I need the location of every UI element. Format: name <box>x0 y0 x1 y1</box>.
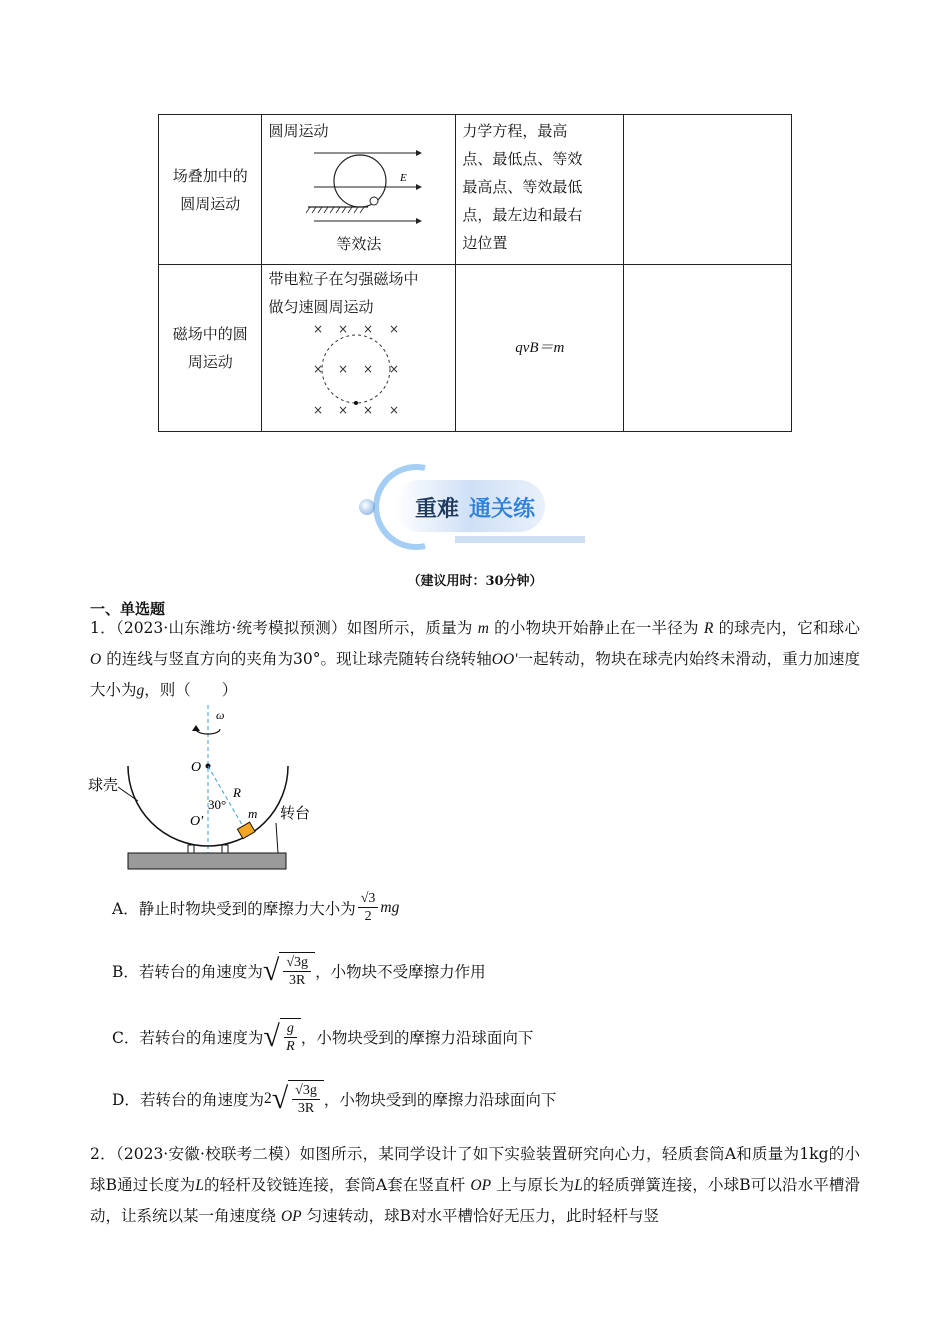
svg-text:×: × <box>338 403 349 417</box>
svg-text:×: × <box>389 403 400 417</box>
fraction-numerator: √3g <box>283 954 311 972</box>
option-text: mg <box>380 898 400 916</box>
radius-label: R <box>233 785 241 800</box>
empty-cell <box>624 265 792 432</box>
var-m: m <box>477 620 489 637</box>
question-source: （2023·山东潍坊·统考模拟预测） <box>115 619 347 637</box>
svg-text:×: × <box>313 362 324 376</box>
field-label-e: E <box>400 172 408 184</box>
option-text: 若转台的角速度为 <box>139 1028 264 1047</box>
svg-text:×: × <box>338 362 349 376</box>
stem-text: 如图所示，质量为 <box>346 619 473 637</box>
row-name-line: 场叠加中的 <box>172 166 248 185</box>
svg-text:×: × <box>338 322 349 336</box>
coefficient: 2 <box>263 1089 272 1107</box>
option-letter: D． <box>112 1090 140 1109</box>
svg-text:×: × <box>389 322 400 336</box>
stem-text: 一起转动，物块在球壳内始终未滑动，重力加速度大小为 <box>90 650 860 699</box>
fraction <box>284 1020 297 1055</box>
magnetic-field-figure <box>268 321 438 421</box>
option-text: ，小物块受到的摩擦力沿球面向下 <box>323 1090 557 1109</box>
stem-text: 1kg的小球B通过长度为 <box>90 1145 860 1194</box>
block-m-icon <box>237 822 255 839</box>
section-title: 一、单选题 <box>90 600 166 618</box>
fraction-numerator: √3 <box>358 890 379 908</box>
equivalent-field-figure <box>268 145 438 225</box>
mass-label: m <box>248 806 258 821</box>
key-line: 最高点、等效最低 <box>462 178 583 196</box>
question-1-stem <box>90 613 860 706</box>
option-text: ，小物块受到的摩擦力沿球面向下 <box>300 1028 534 1047</box>
option-b[interactable] <box>112 952 486 989</box>
svg-text:×: × <box>313 403 324 417</box>
fraction-denominator: 3R <box>297 1101 315 1116</box>
option-text: 若转台的角速度为 <box>139 1090 264 1109</box>
radical <box>263 952 315 989</box>
o-prime-label: O' <box>190 814 204 829</box>
stem-text: 的球壳内，它和球心 <box>718 619 860 637</box>
time-hint: （建议用时：30分钟） <box>407 574 543 589</box>
stem-text: 匀速转动，球B对水平槽恰好无压力，此时轻杆与竖 <box>306 1207 659 1225</box>
sqrt-icon: √ <box>271 1081 289 1115</box>
fraction <box>292 1082 320 1117</box>
fraction <box>358 890 379 925</box>
var-l: L <box>195 1177 204 1194</box>
var-axis: OO' <box>491 651 518 668</box>
svg-text:×: × <box>389 362 400 376</box>
var-o: O <box>90 651 102 668</box>
radical <box>264 1080 324 1117</box>
formula-cell: qvB＝m <box>456 265 624 432</box>
radical <box>263 1018 300 1055</box>
banner-dot-icon <box>359 499 375 515</box>
figure-caption: 等效法 <box>336 235 382 253</box>
fraction <box>283 954 311 989</box>
stem-text: 的轻杆及铰链连接，套筒A套在竖直杆 <box>203 1176 466 1194</box>
fraction-numerator: √3g <box>292 1082 320 1100</box>
option-text: 若转台的角速度为 <box>138 962 263 981</box>
option-c[interactable] <box>112 1018 533 1055</box>
stem-text: 的连线与竖直方向的夹角为30°。现让球壳随转台绕转轴 <box>106 650 492 668</box>
svg-text:×: × <box>363 403 374 417</box>
stem-text: 球B可以沿水平槽滑动，让系统以某一角速度绕 <box>90 1176 860 1225</box>
example-line: 做匀速圆周运动 <box>268 298 374 316</box>
empty-cell <box>624 115 792 265</box>
key-line: 边位置 <box>462 234 508 252</box>
fraction-numerator: g <box>284 1020 297 1038</box>
stem-text: 的小物块开始静止在一半径为 <box>494 619 699 637</box>
option-letter: B． <box>112 962 139 981</box>
fraction-denominator: 3R <box>289 973 306 988</box>
option-text: ，小物块不受摩擦力作用 <box>315 962 486 981</box>
stem-text: 的轻质弹簧连接，小 <box>582 1176 724 1194</box>
row-name-cell <box>159 115 262 265</box>
stem-text: 如图所示，某同学设计了如下实验装置研究向心力，轻质套筒A和质量为 <box>299 1145 800 1163</box>
var-op: OP <box>280 1208 302 1225</box>
example-cell <box>262 115 456 265</box>
var-op: OP <box>470 1177 492 1194</box>
key-line: 点、最低点、等效 <box>462 150 583 168</box>
key-points-cell <box>456 115 624 265</box>
example-cell <box>262 265 456 432</box>
question-source: （2023·安徽·校联考二模） <box>115 1145 300 1163</box>
row-name-line: 磁场中的圆 <box>172 325 248 343</box>
stem-text: 上与原长为 <box>496 1176 575 1194</box>
sqrt-icon: √ <box>263 1019 280 1053</box>
summary-table <box>158 114 792 432</box>
omega-label: ω <box>216 708 225 722</box>
svg-text:×: × <box>313 322 324 336</box>
option-letter: C． <box>112 1028 140 1047</box>
key-line: 力学方程，最高 <box>462 122 568 140</box>
sqrt-icon: √ <box>262 953 280 987</box>
row-name-cell <box>159 265 262 432</box>
option-letter: A． <box>112 899 139 918</box>
angle-label: 30° <box>208 797 227 812</box>
fraction-denominator: 2 <box>364 909 372 924</box>
svg-text:×: × <box>363 322 374 336</box>
var-l: L <box>574 1177 583 1194</box>
question-number: 1． <box>90 619 116 637</box>
banner-title-dark: 重难 <box>415 497 460 522</box>
example-title: 圆周运动 <box>268 122 329 140</box>
option-text: 静止时物块受到的摩擦力大小为 <box>138 899 356 918</box>
fraction-denominator: R <box>286 1039 295 1054</box>
table-row <box>159 265 792 432</box>
row-name-line: 周运动 <box>187 353 233 371</box>
key-line: 点，最左边和最右 <box>462 206 583 224</box>
shell-label: 球壳 <box>88 777 119 794</box>
banner-title-blue: 通关练 <box>469 497 536 522</box>
section-banner <box>355 460 590 550</box>
var-g: g <box>136 682 145 699</box>
spherical-shell-figure <box>88 705 311 875</box>
row-name-line: 圆周运动 <box>180 194 241 213</box>
question-number: 2． <box>90 1145 116 1163</box>
turntable-label: 转台 <box>280 805 311 822</box>
question-2-stem <box>90 1139 860 1232</box>
var-r: R <box>703 620 714 637</box>
option-a[interactable] <box>112 890 399 925</box>
example-line: 带电粒子在匀强磁场中 <box>268 270 419 288</box>
option-d[interactable] <box>112 1080 556 1117</box>
stem-text: ，则（ ） <box>144 681 238 699</box>
center-o-label: O <box>191 760 202 775</box>
table-row <box>159 115 792 265</box>
svg-text:×: × <box>363 362 374 376</box>
